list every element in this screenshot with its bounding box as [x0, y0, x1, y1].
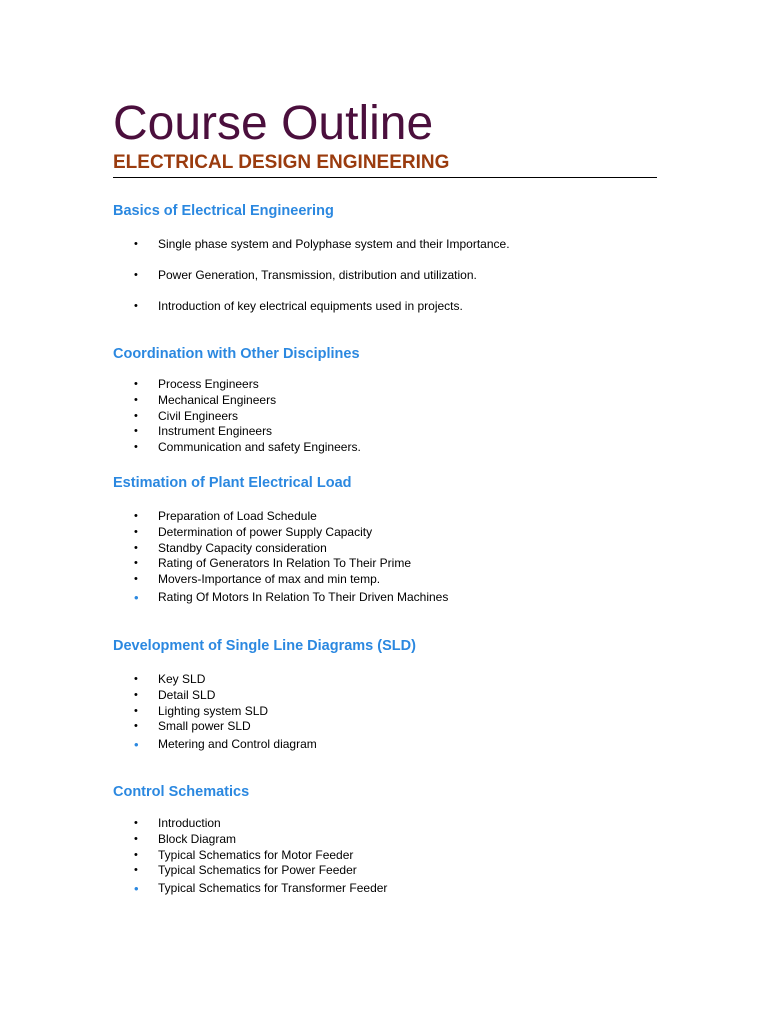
bullet-dot-icon: •: [134, 673, 138, 685]
list-item: • Metering and Control diagram: [134, 737, 317, 752]
list-item: • Block Diagram: [134, 831, 237, 846]
list-item: • Instrument Engineers: [134, 424, 273, 439]
section-coordination: [113, 345, 657, 456]
list-item: • Detail SLD: [134, 687, 216, 702]
bullet-dot-icon: •: [134, 541, 138, 554]
section-list: [113, 377, 657, 456]
section-heading: Estimation of Plant Electrical Load: [113, 475, 352, 491]
bullet-dot-icon: •: [134, 720, 138, 733]
bullet-dot-icon: •: [134, 589, 139, 605]
section-sld: [113, 637, 657, 753]
section-load-estimation: [113, 474, 657, 606]
list-item: • Determination of power Supply Capacity: [134, 524, 373, 539]
list-item: • Key SLD: [134, 672, 206, 686]
bullet-dot-icon: •: [134, 848, 138, 861]
section-heading: Control Schematics: [113, 784, 250, 800]
bullet-dot-icon: •: [134, 268, 138, 281]
bullet-dot-icon: •: [134, 557, 138, 570]
list-item: • Small power SLD: [134, 719, 251, 734]
page-subtitle: ELECTRICAL DESIGN ENGINEERING: [113, 152, 450, 173]
list-item: • Rating Of Motors In Relation To Their Driven Machines: [134, 589, 449, 605]
bullet-dot-icon: •: [134, 737, 139, 752]
list-item: • Process Engineers: [134, 377, 259, 391]
bullet-dot-icon: •: [134, 573, 138, 585]
bullet-dot-icon: •: [134, 441, 138, 453]
section-list: [113, 237, 657, 314]
bullet-dot-icon: •: [134, 393, 138, 406]
list-item: • Typical Schematics for Motor Feeder: [134, 847, 354, 862]
section-control-schematics: [113, 783, 657, 897]
list-item: • Typical Schematics for Transformer Feeder: [134, 881, 388, 896]
section-heading: Coordination with Other Disciplines: [113, 346, 360, 362]
title-divider: [113, 177, 657, 178]
bullet-dot-icon: •: [134, 425, 138, 438]
bullet-dot-icon: •: [134, 525, 138, 538]
list-item: • Civil Engineers: [134, 408, 239, 423]
bullet-dot-icon: •: [134, 378, 138, 390]
list-item: • Introduction of key electrical equipments used in projects.: [134, 298, 463, 313]
bullet-dot-icon: •: [134, 832, 138, 845]
list-item: • Power Generation, Transmission, distribution and utilization.: [134, 267, 477, 282]
list-item: • Typical Schematics for Power Feeder: [134, 863, 357, 878]
bullet-dot-icon: •: [134, 704, 138, 717]
list-item: • Mechanical Engineers: [134, 392, 277, 407]
section-heading: Basics of Electrical Engineering: [113, 203, 334, 219]
list-item: • Movers-Importance of max and min temp.: [134, 572, 381, 586]
list-item: • Rating of Generators In Relation To Their Prime: [134, 556, 412, 571]
section-heading: Development of Single Line Diagrams (SLD): [113, 638, 416, 654]
bullet-dot-icon: •: [134, 817, 138, 829]
bullet-dot-icon: •: [134, 864, 138, 877]
section-list: [113, 816, 657, 897]
list-item: • Communication and safety Engineers.: [134, 440, 361, 454]
bullet-dot-icon: •: [134, 510, 138, 522]
list-item: • Lighting system SLD: [134, 703, 269, 718]
list-item: • Introduction: [134, 816, 221, 830]
section-basics: [113, 202, 657, 314]
bullet-dot-icon: •: [134, 881, 139, 896]
bullet-dot-icon: •: [134, 688, 138, 701]
page-title: Course Outline: [113, 97, 434, 150]
list-item: • Standby Capacity consideration: [134, 540, 327, 555]
list-item: • Preparation of Load Schedule: [134, 509, 317, 523]
bullet-dot-icon: •: [134, 409, 138, 422]
list-item: • Single phase system and Polyphase system and their Importance.: [134, 237, 510, 251]
section-list: [113, 672, 657, 753]
bullet-dot-icon: •: [134, 238, 138, 250]
section-list: [113, 509, 657, 606]
bullet-dot-icon: •: [134, 299, 138, 312]
